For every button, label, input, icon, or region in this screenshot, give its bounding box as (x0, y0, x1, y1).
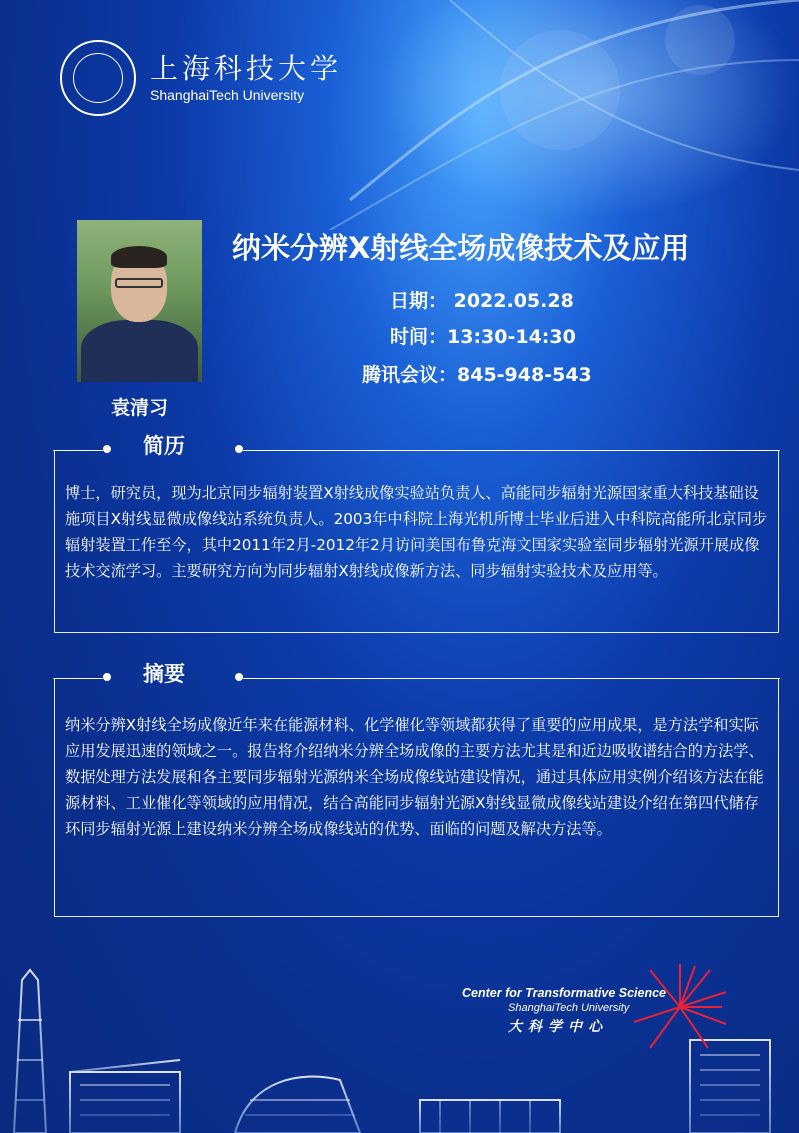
science-center-name-en: Center for Transformative Science (462, 986, 667, 1000)
meeting-id: 腾讯会议：845-948-543 (362, 364, 592, 386)
university-logo (60, 40, 342, 116)
bio-section (54, 434, 779, 633)
event-time: 时间：13:30-14:30 (390, 326, 576, 348)
science-center-logo (462, 986, 666, 1036)
university-name-en: ShanghaiTech University (150, 87, 305, 103)
talk-title: 纳米分辨X射线全场成像技术及应用 (232, 231, 690, 265)
bio-heading: 简历 (143, 434, 185, 458)
abstract-heading: 摘要 (143, 662, 185, 686)
university-seal-icon (60, 40, 136, 116)
abstract-section (54, 662, 779, 917)
university-name-cn: 上海科技大学 (150, 52, 343, 85)
science-center-name-cn: 大科学中心 (508, 1019, 608, 1035)
science-center-university: ShanghaiTech University (508, 1002, 630, 1014)
abstract-text: 纳米分辨X射线全场成像近年来在能源材料、化学催化等领域都获得了重要的应用成果，是方法学和实际应用发展迅速的领域之一。报告将介绍纳米分辨全场成像的主要方法尤其是和近边吸收谱结合的方法学、数据处理方法发展和各主要同步辐射光源纳米全场成像线站建设情况，通过具体应用实例介绍该方法在能源材料、工业催化等领域的应用情况，结合高能同步辐射光源X射线显微成像线站建设介绍在第四代储存环同步辐射光源上建设纳米分辨全场成像线站的优势、面临的问题及解决方法等。 (65, 716, 764, 838)
event-date: 日期： 2022.05.28 (390, 290, 574, 312)
speaker-photo (77, 220, 202, 382)
bio-text: 博士，研究员，现为北京同步辐射装置X射线成像实验站负责人、高能同步辐射光源国家重大科技基础设施项目X射线显微成像线站系统负责人。2003年中科院上海光机所博士毕业后进入中科院高能所北京同步辐射装置工作至今，其中2011年2月-2012年2月访问美国布鲁克海文国家实验室同步辐射光源开展成像技术交流学习。主要研究方向为同步辐射X射线成像新方法、同步辐射实验技术及应用等。 (65, 484, 768, 580)
speaker-name: 袁清习 (110, 397, 168, 419)
